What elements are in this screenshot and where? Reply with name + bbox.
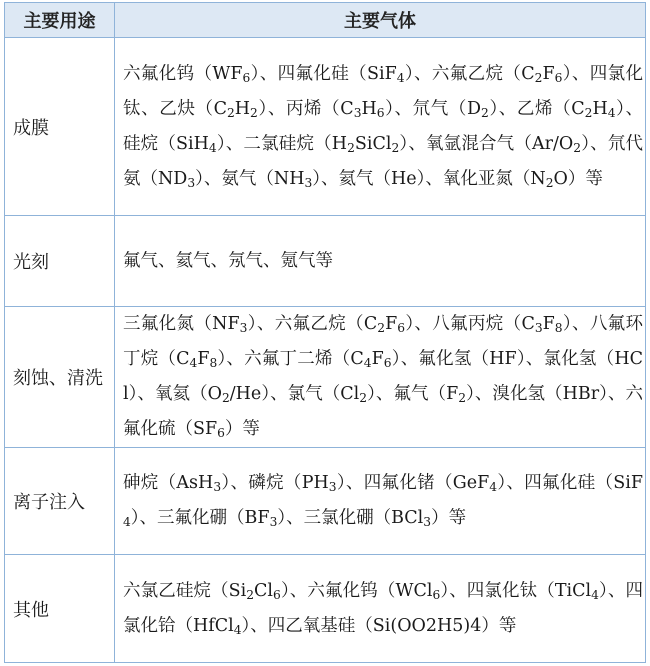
table-row	[5, 448, 646, 555]
row-gas: 六氯乙硅烷$(Si_2Cl_6)$、六氟化钨（WCl$_6$）、四氯化钛（TiCl$_4$）、四氯化铪（HfCl$_4$）、四乙氧基硅（Si(OO2H5)4）等	[115, 555, 646, 663]
gas-usage-table	[4, 2, 646, 663]
row-gas: 六氟化钨$(WF_6)$、四氟化硅（SiF$_4$）、六氟乙烷$(C_2F_6)$、四氯化钛、乙炔$(C_2H_2)$、丙烯$(C_3H_6)$、氘气$(D_2)$、乙烯$(C_2H_4)$、硅烷（SiH$_4$）、二氯硅烷$(H_2SiCl_2)$、氧氩混合气$(Ar/O_2)$、氘代氨$(ND_3)$、氨气$(NH_3)$、氦气（He）、氧化亚氮$(N_2O)$等	[115, 38, 646, 216]
row-use: 刻蚀、清洗	[5, 307, 115, 448]
table-row	[5, 555, 646, 663]
row-gas: 砷烷（AsH$_3$）、磷烷$(PH_3)$、四氟化锗（GeF$_4$）、四氟化硅（SiF$_4$）、三氟化硼$(BF_3)$、三氯化硼（BCl$_3$）等	[115, 448, 646, 555]
row-gas: 三氟化氮$(NF_3)$、六氟乙烷$(C_2F_6)$、八氟丙烷$(C_3F_8)$、八氟环丁烷$(C_4F_8)$、六氟丁二烯$(C_4F_6)$、氟化氢（HF）、氯化氢（HCl）、氧氦$(O_2/He)$、氯气$(Cl_2)$、氟气$(F_2)$、溴化氢（HBr）、六氟化硫$(SF_6)$等	[115, 307, 646, 448]
row-use: 成膜	[5, 38, 115, 216]
table-row	[5, 38, 646, 216]
row-use: 离子注入	[5, 448, 115, 555]
row-use: 其他	[5, 555, 115, 663]
table-row	[5, 216, 646, 307]
header-gas: 主要气体	[115, 3, 646, 38]
row-gas: 氟气、氦气、氖气、氪气等	[115, 216, 646, 307]
table-header-row	[5, 3, 646, 38]
header-use: 主要用途	[5, 3, 115, 38]
table-row	[5, 307, 646, 448]
row-use: 光刻	[5, 216, 115, 307]
